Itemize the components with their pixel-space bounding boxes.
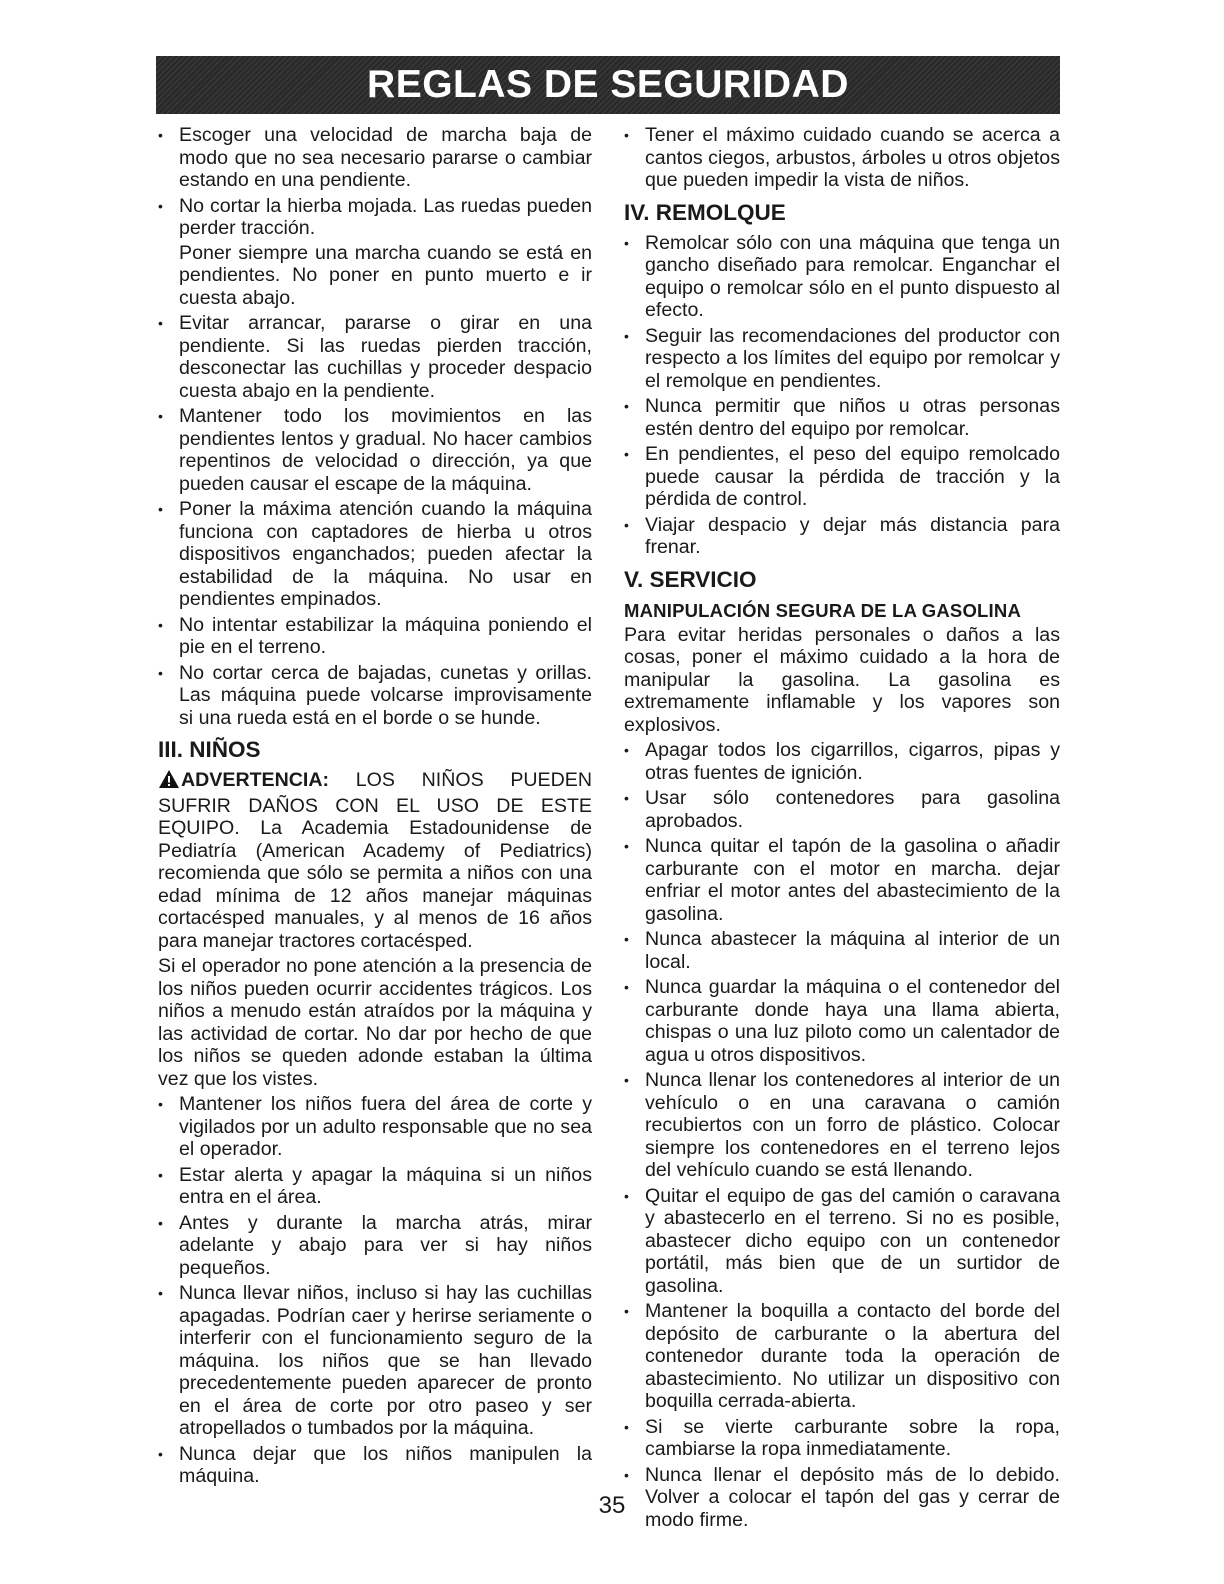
list-item: • Apagar todos los cigarrillos, cigarros, pipas y otras fuentes de ignición.: [624, 739, 1060, 784]
warning-triangle-icon: [158, 769, 180, 795]
list-item: • Quitar el equipo de gas del camión o caravana y abastecerlo en el terreno. Si no es posible, abastecer dicho equipo con un contenedor portátil, más bien que de un surtidor de gasolina.: [624, 1185, 1060, 1298]
list-item: • No cortar la hierba mojada. Las ruedas pueden perder tracción.: [158, 195, 592, 240]
list-item: • Antes y durante la marcha atrás, mirar adelante y abajo para ver si hay niños pequeños.: [158, 1212, 592, 1280]
list-item: • Nunca abastecer la máquina al interior de un local.: [624, 928, 1060, 973]
warning-text: LOS NIÑOS PUEDEN SUFRIR DAÑOS CON EL USO DE ESTE EQUIPO. La Academia Estadounidense de Pediatría (American Academy of Pediatrics) recomienda que sólo se permita a niños con una edad mínima de 12 años manejar máquinas cortacésped manuales, y al menos de 16 años para manejar tractores cortacésped.: [158, 769, 592, 952]
list-item: • Nunca dejar que los niños manipulen la máquina.: [158, 1443, 592, 1488]
list-item: • Nunca llevar niños, incluso si hay las cuchillas apagadas. Podrían caer y herirse seriamente o interferir con el funcionamiento seguro de la máquina. los niños que se han llevado precedentemente pueden aparecer de pronto en el área de corte por otro paseo y ser atropellados o tumbados por la máquina.: [158, 1282, 592, 1440]
left-column: [158, 124, 592, 1491]
list-item: • Nunca llenar los contenedores al interior de un vehículo o en una caravana o camión recubiertos con un forro de plástico. Colocar siempre los contenedores en el terreno lejos del vehículo cuando se está llenando.: [624, 1069, 1060, 1182]
list-item: • Tener el máximo cuidado cuando se acerca a cantos ciegos, arbustos, árboles u otros objetos que pueden impedir la vista de niños.: [624, 124, 1060, 192]
list-item: • Nunca permitir que niños u otras personas estén dentro del equipo por remolcar.: [624, 395, 1060, 440]
list-item: • Si se vierte carburante sobre la ropa, cambiarse la ropa inmediatamente.: [624, 1416, 1060, 1461]
list-item: • En pendientes, el peso del equipo remolcado puede causar la pérdida de tracción y la pérdida de control.: [624, 443, 1060, 511]
section-heading-servicio: V. SERVICIO: [624, 566, 757, 592]
section-heading-ninos: III. NIÑOS: [158, 737, 261, 762]
list-item: • Escoger una velocidad de marcha baja de modo que no sea necesario pararse o cambiar estando en una pendiente.: [158, 124, 592, 192]
page-title: REGLAS DE SEGURIDAD: [367, 63, 849, 106]
paragraph: Para evitar heridas personales o daños a las cosas, poner el máximo cuidado a la hora de manipular la gasolina. La gasolina es extremamente inflamable y los vapores son explosivos.: [624, 623, 1060, 736]
list-item: • Mantener todo los movimientos en las pendientes lentos y gradual. No hacer cambios repentinos de velocidad o dirección, ya que pueden causar el escape de la máquina.: [158, 405, 592, 495]
list-item: • Viajar despacio y dejar más distancia para frenar.: [624, 514, 1060, 559]
subheading-gasolina: MANIPULACIÓN SEGURA DE LA GASOLINA: [624, 599, 1022, 621]
warning-block: [158, 769, 592, 952]
page-number: 35: [598, 1492, 626, 1519]
section-heading-remolque: IV. REMOLQUE: [624, 199, 786, 225]
list-item: • Mantener la boquilla a contacto del borde del depósito de carburante o la abertura del contenedor durante toda la operación de abastecimiento. No utilizar un dispositivo con boquilla cerrada-abierta.: [624, 1300, 1060, 1413]
right-column: [624, 124, 1060, 1534]
warning-label: ADVERTENCIA:: [181, 769, 330, 791]
list-item: • Remolcar sólo con una máquina que tenga un gancho diseñado para remolcar. Enganchar el equipo o remolcar sólo en el punto dispuesto al efecto.: [624, 232, 1060, 322]
section-banner: [156, 56, 1060, 114]
paragraph: Si el operador no pone atención a la presencia de los niños pueden ocurrir accidentes trágicos. Los niños a menudo están atraídos por la máquina y las actividad de cortar. No dar por hecho de que los niños se queden adonde estaban la última vez que los vistes.: [158, 955, 592, 1090]
list-item: • No cortar cerca de bajadas, cunetas y orillas. Las máquina puede volcarse improvisamente si una rueda está en el borde o se hunde.: [158, 662, 592, 730]
list-item: • Usar sólo contenedores para gasolina aprobados.: [624, 787, 1060, 832]
list-item: • Nunca guardar la máquina o el contenedor del carburante donde haya una llama abierta, chispas o una luz piloto como un calentador de agua u otros dispositivos.: [624, 976, 1060, 1066]
list-item: • Poner la máxima atención cuando la máquina funciona con captadores de hierba u otros dispositivos enganchados; pueden afectar la estabilidad de la máquina. No usar en pendientes empinados.: [158, 498, 592, 611]
list-item: • Seguir las recomendaciones del productor con respecto a los límites del equipo por remolcar y el remolque en pendientes.: [624, 325, 1060, 393]
list-item-continuation: Poner siempre una marcha cuando se está en pendientes. No poner en punto muerto e ir cuesta abajo.: [179, 241, 592, 309]
list-item: • No intentar estabilizar la máquina poniendo el pie en el terreno.: [158, 614, 592, 659]
list-item: • Nunca llenar el depósito más de lo debido. Volver a colocar el tapón del gas y cerrar de modo firme.: [624, 1464, 1060, 1532]
list-item: • Evitar arrancar, pararse o girar en una pendiente. Si las ruedas pierden tracción, desconectar las cuchillas y proceder despacio cuesta abajo en la pendiente.: [158, 312, 592, 402]
list-item: • Nunca quitar el tapón de la gasolina o añadir carburante con el motor en marcha. dejar enfriar el motor antes del abastecimiento de la gasolina.: [624, 835, 1060, 925]
list-item: • Mantener los niños fuera del área de corte y vigilados por un adulto responsable que no sea el operador.: [158, 1093, 592, 1161]
list-item: • Estar alerta y apagar la máquina si un niños entra en el área.: [158, 1164, 592, 1209]
